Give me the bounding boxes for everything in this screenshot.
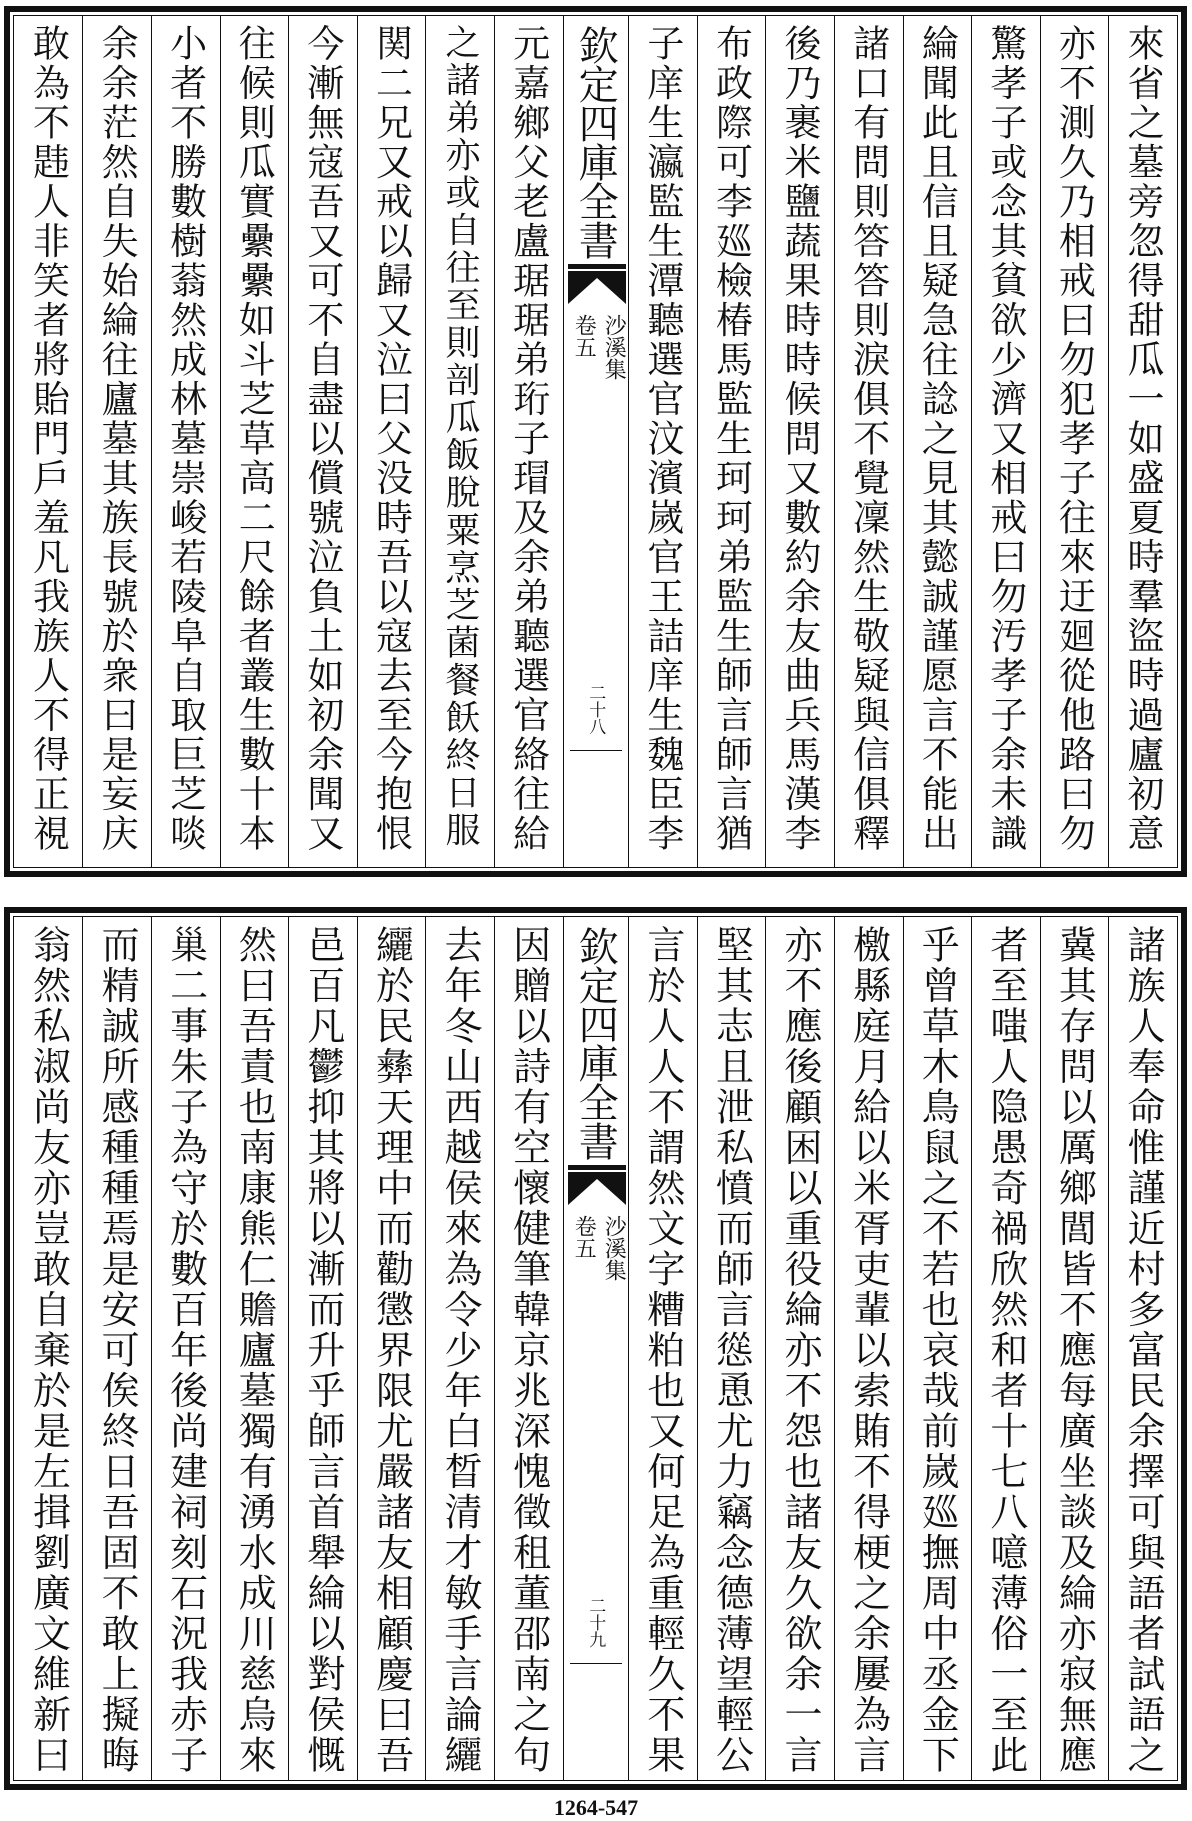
- column-text: 小者不勝數樹蓊然成林墓崇峻若陵阜自取巨芝啖: [163, 24, 207, 854]
- text-column: [220, 16, 289, 867]
- column-text: 然曰吾責也南康熊仁贍廬墓獨有湧水成川慈烏來: [232, 925, 277, 1776]
- column-text: 纚於民彝天理中而勸懲界限尤嚴諸友相顧慶曰吾: [369, 925, 414, 1776]
- top-columns: [14, 16, 1177, 867]
- center-margin-column: [563, 16, 629, 867]
- text-column: [494, 16, 563, 867]
- column-text: 関二兄又戒以歸又泣曰父没時吾以寇去至今抱恨: [369, 24, 413, 854]
- center-margin-column: [563, 917, 629, 1780]
- column-text: 之諸弟亦或自往至則剖瓜飯脫粟烹芝菌餐飫終日服: [440, 24, 481, 849]
- text-column: [288, 16, 357, 867]
- text-column: [425, 16, 494, 867]
- text-column: [628, 16, 697, 867]
- footer-page-number: 1264-547: [553, 1795, 639, 1820]
- text-column: [765, 917, 834, 1780]
- text-column: [151, 917, 220, 1780]
- column-text: 諸口有問則答答則淚俱不覺凜然生敬疑與信俱釋: [846, 24, 890, 854]
- column-text: 敢為不韪人非笑者將貽門戶羞凡我族人不得正視: [26, 24, 70, 854]
- column-text: 子庠生瀛監生潭聽選官汶濱嵗官王詰庠生魏臣李: [640, 24, 684, 854]
- volume-label: 卷五: [571, 1215, 597, 1259]
- text-column: [82, 16, 151, 867]
- text-column: [14, 917, 83, 1780]
- column-text: 亦不應後顧困以重役綸亦不怨也諸友久欲余一言: [778, 925, 823, 1776]
- bottom-columns: [14, 917, 1177, 1780]
- column-text: 今漸無寇吾又可不自盡以償號泣負土如初余聞又: [300, 24, 344, 854]
- text-column: [903, 917, 972, 1780]
- page-number-rule: [570, 750, 623, 751]
- text-column: [628, 917, 697, 1780]
- text-column: [151, 16, 220, 867]
- collection-title: 欽定四庫全書: [572, 926, 619, 1160]
- page-number-rule: [570, 1663, 623, 1664]
- text-column: [288, 917, 357, 1780]
- column-text: 布政際可李廵檢椿馬監生珂珂弟監生師言師言猶: [709, 24, 753, 854]
- text-column: [1108, 16, 1177, 867]
- column-text: 驚孝子或念其貧欲少濟又相戒曰勿汚孝子余未識: [983, 24, 1027, 854]
- leaf-page-number: 二十八: [585, 684, 606, 735]
- column-text: 言於人人不謂然文字糟粕也又何足為重輕久不果: [640, 925, 685, 1776]
- text-column: [765, 16, 834, 867]
- book-title: 沙溪集: [601, 1215, 627, 1281]
- text-column: [834, 16, 903, 867]
- bottom-page-block: [4, 907, 1187, 1790]
- column-text: 乎曾草木鳥鼠之不若也哀哉前嵗廵撫周中丞金下: [915, 925, 960, 1776]
- column-text: 來省之墓旁忽得甜瓜一如盛夏時羣盜時過廬初意: [1121, 24, 1164, 854]
- text-column: [971, 917, 1040, 1780]
- column-text: 檄縣庭月給以米胥吏輩以索賄不得梗之余屢為言: [846, 925, 891, 1776]
- top-page-block: [4, 6, 1187, 877]
- column-text: 去年冬山西越侯來為令少年白晳清才敏手言論纚: [438, 925, 483, 1776]
- text-column: [834, 917, 903, 1780]
- column-text: 巢二事朱子為守於數百年後尚建祠刻石況我赤子: [163, 925, 208, 1776]
- text-column: [1040, 917, 1109, 1780]
- book-title: 沙溪集: [601, 314, 627, 380]
- column-text: 者至嗤人隐愚奇禍欣然和者十七八噫薄俗一至此: [983, 925, 1028, 1776]
- column-text: 冀其存問以厲鄉閭皆不應每廣坐談及綸亦寂無應: [1052, 925, 1097, 1776]
- fish-tail-mark-icon: [568, 1165, 626, 1205]
- column-text: 因贈以詩有空懷健筆韓京兆深愧徵租董邵南之句: [506, 925, 551, 1776]
- fish-tail-mark-icon: [568, 264, 626, 304]
- text-column: [697, 16, 766, 867]
- column-text: 往候則瓜實纍纍如斗芝草高二尺餘者叢生數十本: [232, 24, 276, 854]
- column-text: 余余茫然自失始綸往廬墓其族長號於衆曰是妄庆: [95, 24, 139, 854]
- volume-label: 卷五: [571, 314, 597, 358]
- column-text: 而精誠所感種種焉是安可俟終日吾固不敢上擬晦: [95, 925, 140, 1776]
- column-text: 邑百凡鬱抑其將以漸而升乎師言首舉綸以對侯慨: [300, 925, 345, 1776]
- text-column: [1040, 16, 1109, 867]
- text-column: [425, 917, 494, 1780]
- text-column: [82, 917, 151, 1780]
- collection-title: 欽定四庫全書: [572, 25, 619, 259]
- text-column: [14, 16, 83, 867]
- text-column: [903, 16, 972, 867]
- leaf-page-number: 二十九: [585, 1597, 606, 1648]
- column-text: 後乃裹米鹽蔬果時時候問又數約余友曲兵馬漢李: [778, 24, 822, 854]
- column-text: 綸聞此且信且疑急往諗之見其懿誠謹愿言不能出: [915, 24, 959, 854]
- column-text: 翁然私淑尚友亦豈敢自棄於是左揖劉廣文維新曰: [26, 925, 71, 1776]
- text-column: [971, 16, 1040, 867]
- text-column: [357, 917, 426, 1780]
- text-column: [494, 917, 563, 1780]
- book-and-volume: [564, 1215, 629, 1375]
- column-text: 亦不測久乃相戒曰勿犯孝子往來迂廻從他路曰勿: [1052, 24, 1096, 854]
- text-column: [697, 917, 766, 1780]
- column-text: 堅其志且泄私憤而師言慫恿尤力竊念德薄望輕公: [709, 925, 754, 1776]
- text-column: [357, 16, 426, 867]
- column-text: 元嘉鄉父老盧琚琚弟珩子瑁及余弟聽選官絡往給: [506, 24, 550, 854]
- book-and-volume: [564, 314, 629, 474]
- column-text: 諸族人奉命惟謹近村多富民余擇可與語者試語之: [1121, 925, 1165, 1776]
- text-column: [1108, 917, 1177, 1780]
- text-column: [220, 917, 289, 1780]
